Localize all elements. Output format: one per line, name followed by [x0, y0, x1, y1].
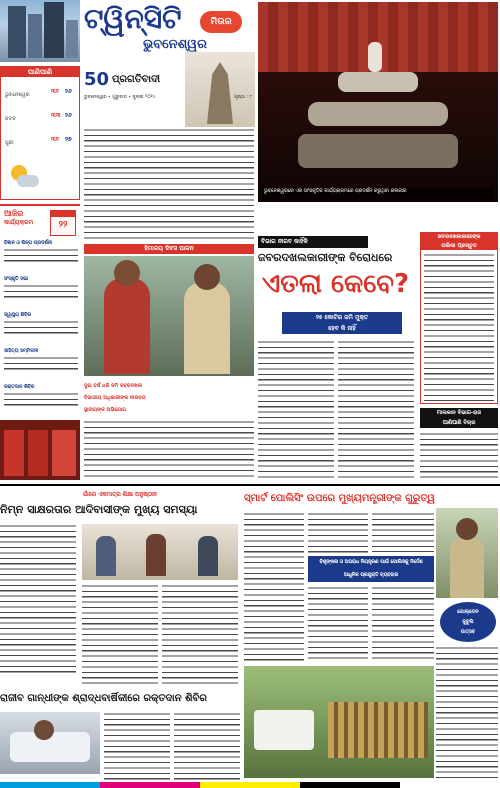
bullet-box [84, 380, 254, 416]
aaji-item-title: ରକ୍ତଦାନ ଶିବିର [4, 385, 35, 390]
police-strap-2: ଆଧୁନିକ ପ୍ରଯୁକ୍ତି ବ୍ୟବହାର [343, 573, 399, 578]
police-story-text-col-3 [308, 586, 368, 662]
right-box [420, 232, 498, 404]
strap-line-2: ହେବ କି ନାହିଁ [328, 325, 356, 332]
police-story-text-col-6 [436, 646, 498, 778]
right-bottom-text [420, 432, 498, 480]
weather-title: ପାଣିପାଣି [1, 67, 79, 77]
aaji-item-title: ସ୍ୱାସ୍ଥ୍ୟ ଶିବିର [4, 313, 32, 318]
weather-row [5, 129, 77, 151]
main-story-kicker: ବିଭାଗ ନୀରବ କାହିଁକି [258, 236, 368, 248]
weather-city: ଭୁବନେଶ୍ୱର [5, 92, 30, 98]
police-story-text-col-2 [308, 512, 368, 554]
right-box-title: ଜବରଦଖଲକାରୀଙ୍କ [421, 233, 497, 242]
right-box-bottom-sub: ପାଣିପାଣି ବିଚାର [442, 420, 476, 426]
mid-story-text-col-2 [82, 584, 158, 684]
intro-article-text [84, 128, 254, 240]
badge-line-3: ଉତ୍ସବ [460, 629, 476, 635]
blood-donation-photo [0, 712, 100, 774]
right-box-text [424, 253, 494, 401]
aaji-item-title: ବିଜ୍ଞାନ ଓ ଶିଳ୍ପ ପ୍ରଦର୍ଶନୀ [4, 241, 53, 246]
police-story-strap [308, 556, 434, 582]
weather-city: ପୁରୀ [5, 140, 14, 146]
weather-row [5, 81, 77, 103]
mid-story-text-col-3 [162, 584, 238, 684]
police-story-text-col-1 [244, 512, 304, 662]
meeting-photo [82, 524, 238, 580]
top-story-caption: ଭୁବନେଶ୍ୱରରେ ଏକ ସାଂସ୍କୃତିକ କାର୍ଯ୍ୟକ୍ରମରେ ପ୍ରଦର୍ଶନ କରୁଥିବା କଳାକାର [262, 188, 494, 200]
bottom-story-headline: ରାଜୀବ ଗାନ୍ଧୀଙ୍କ ଶ୍ରାଦ୍ଧବାର୍ଷିକୀରେ ରକ୍ତଦାନ ଶିବିର [0, 693, 207, 704]
top-story-photo [258, 2, 498, 202]
badge-line-2: ଜୁବୁଲି [462, 619, 474, 625]
right-box-bottom-title: ମାଲକାନ ବିଭାଗ-ରାଜ [436, 410, 482, 416]
calendar-icon [50, 210, 76, 236]
mid-story-text-col-1 [0, 524, 76, 674]
masthead-title: ଟ୍ୱିନ୍‌ସିଟି [84, 2, 182, 35]
aaji-subtitle: କାର୍ଯ୍ୟକ୍ରମ [4, 219, 34, 226]
main-story-text-col-2 [338, 340, 414, 480]
aaji-item [4, 240, 78, 276]
masthead-subtitle: ଭୁବନେଶ୍ୱର [143, 37, 207, 52]
bottom-story-text-col-2 [174, 712, 240, 782]
bullet-item: ଦୁଇ ବର୍ଷ ଧରି ଜମି ଜବରଦଖଲ [84, 383, 143, 389]
bullet-item: ସ୍ଥାନୀୟଙ୍କ ଅଭିଯୋଗ [84, 407, 126, 413]
parade-photo [244, 666, 434, 778]
bullet-item: ବିଭାଗୀୟ ଅଧିକାରୀଙ୍କ ନୀରବତା [84, 395, 146, 401]
weather-row [5, 105, 77, 127]
main-story-headline-1: ଜବରଦଖଲକାରୀଙ୍କ ବିରୋଧରେ [258, 251, 393, 264]
mid-story-headline: ନିମ୍ନ ସାକ୍ଷରତାର ଆଦିବାସୀଙ୍କ ମୁଖ୍ୟ ସମସ୍ୟା [0, 503, 198, 516]
aaji-box [0, 204, 80, 418]
aaji-title: ଆଜିର [4, 209, 24, 218]
mid-story-kicker: ଗାଁରେ ଏକମାତ୍ର ଶିକ୍ଷା ଅନୁଷ୍ଠାନ [82, 492, 158, 498]
aaji-item-title: ସଂସ୍କୃତି ସଭା [4, 277, 29, 282]
bottom-story-text-col-1 [104, 712, 170, 782]
right-box-bottom [420, 408, 498, 428]
weather-max: ୩୨ [51, 88, 59, 95]
section-divider [0, 484, 500, 486]
police-story-headline: ସ୍ମାର୍ଟ ପୋଲିସିଂ ଉପରେ ମୁଖ୍ୟମନ୍ତ୍ରୀଙ୍କ ଗୁରୁତ୍ୱ [244, 493, 436, 504]
strap-line-1: ୨୫ କୋଟିର ଜମି ମୁକ୍ତ [315, 314, 369, 321]
temple-photo [185, 52, 255, 127]
calendar-day: ୨୨ [58, 220, 68, 230]
left-lower-text [84, 420, 254, 480]
aaji-item [4, 384, 78, 420]
golden-jubilee-badge [440, 602, 496, 642]
registration-color-bar [0, 782, 500, 788]
badge-line-1: ଗୋଲ୍ଡେନ [457, 609, 479, 615]
main-story-headline-2: ଏତଲା କେବେ? [262, 269, 410, 299]
two-men-photo [84, 256, 254, 376]
weather-city: କଟକ [5, 116, 16, 122]
masthead-badge: ମିଉର [200, 11, 242, 33]
paper-name: ପ୍ରଗତିବାଦୀ [112, 74, 161, 85]
right-box-subtitle: ତାଲିକା ପ୍ରସ୍ତୁତ [421, 242, 497, 250]
aaji-item [4, 348, 78, 384]
anniversary-logo: 50 [84, 69, 110, 90]
aaji-item-title: ସାହିତ୍ୟ ସମ୍ମିଳନୀ [4, 349, 39, 354]
masthead-building-photo [0, 0, 80, 62]
weather-min: ୨୬ [65, 88, 72, 95]
police-strap-1: ବିଶୃଙ୍ଖଳା ଓ ଅପରାଧ ନିୟନ୍ତ୍ରଣ ପାଇଁ ପୋଲିସକୁ ନିର୍ଦ୍ଦେଶ [319, 560, 423, 565]
aaji-item [4, 276, 78, 312]
weather-max: ୩୧ [51, 136, 59, 143]
sun-cloud-icon [7, 163, 41, 191]
weather-box [0, 66, 80, 200]
weather-min: ୨୭ [65, 136, 72, 143]
police-story-text-col-5 [372, 586, 434, 662]
aaji-item [4, 312, 78, 348]
police-story-text-col-4 [372, 512, 434, 552]
officer-photo [436, 508, 498, 598]
weather-max: ୩୩ [51, 112, 61, 119]
main-story-text-col-1 [258, 340, 334, 480]
date-line: ଭୁବନେଶ୍ୱର • ଗୁରୁବାର • ଜୁଲାଇ ୨୦୨୪ [84, 95, 156, 100]
aaji-list [4, 240, 78, 420]
weather-min: ୨୬ [65, 112, 72, 119]
page-number: ପୃଷ୍ଠା : ୮ [234, 95, 252, 100]
main-story-strap [282, 312, 402, 334]
sidebar-photo-title: ହିମାଳୟ ଦିବସ ପାଳନ [84, 244, 254, 254]
chairs-photo [0, 420, 80, 480]
